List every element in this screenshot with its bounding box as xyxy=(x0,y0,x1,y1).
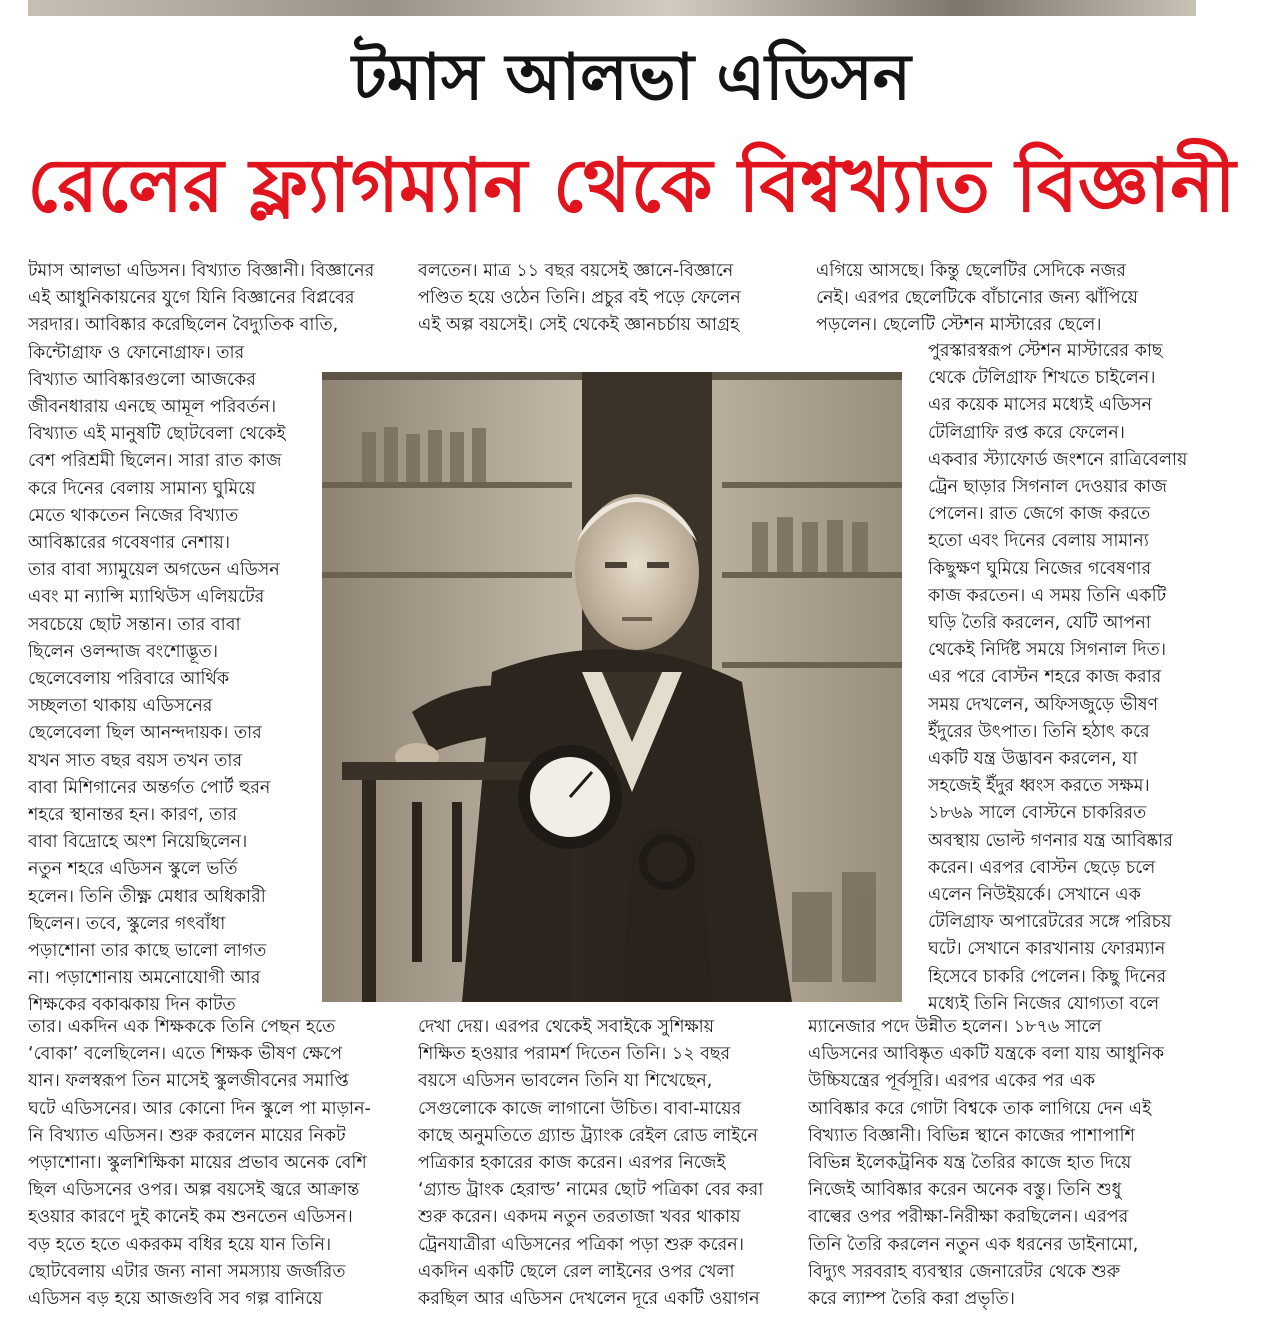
column-3-top-text: এগিয়ে আসছে। কিন্তু ছেলেটির সেদিকে নজর নেই। এরপর ছেলেটিকে বাঁচানোর জন্য ঝাঁপিয়ে পড়লেন। ছেলেটি স্টেশন মাস্টারের ছেলে। xyxy=(816,261,1138,336)
column-2-top-text: বলতেন। মাত্র ১১ বছর বয়সেই জ্ঞানে-বিজ্ঞানে পণ্ডিত হয়ে ওঠেন তিনি। প্রচুর বই পড়ে ফেলেন এই অল্প বয়সেই। সেই থেকেই জ্ঞানচর্চায় আগ্রহ xyxy=(418,261,741,336)
column-3-bottom-text: ম্যানেজার পদে উন্নীত হলেন। ১৮৭৬ সালে এডিসনের আবিষ্কৃত একটি যন্ত্রকে বলা যায় আধুনিক উচ্চিযন্ত্রের পূর্বসূরি। এরপর একের পর এক আবিষ্কার করে গোটা বিশ্বকে তাক লাগিয়ে দেন এই বিখ্যাত বিজ্ঞানী। বিভিন্ন স্থানে কাজের পাশাপাশি বিভিন্ন ইলেকট্রনিক যন্ত্র তৈরির কাজে হাত দিয়ে নিজেই আবিষ্কার করেন অনেক বস্তু। তিনি শুধু বাল্বের ওপর পরীক্ষা-নিরীক্ষা করছিলেন। এরপর তিনি তৈরি করলেন নতুন এক ধরনের ডাইনামো, বিদ্যুৎ সরবরাহ ব্যবস্থার জেনারেটর থেকে শুরু করে ল্যাম্প তৈরি করা প্রভৃতি। xyxy=(808,1017,1165,1310)
article-headline: রেলের ফ্ল্যাগম্যান থেকে বিশ্বখ্যাত বিজ্ঞানী xyxy=(27,143,1236,229)
column-1-text: টমাস আলভা এডিসন। বিখ্যাত বিজ্ঞানী। বিজ্ঞানের এই আধুনিকায়নের যুগে যিনি বিজ্ঞানের বিপ্লবের সরদার। আবিষ্কার করেছিলেন বৈদ্যুতিক বাতি, কিন্টোগ্রাফ ও ফোনোগ্রাফ। তার বিখ্যাত আবিষ্কারগুলো আজকের জীবনধারায় এনছে আমূল পরিবর্তন। বিখ্যাত এই মানুষটি ছোটবেলা থেকেই বেশ পরিশ্রমী ছিলেন। সারা রাত কাজ করে দিনের বেলায় সামান্য ঘুমিয়ে মেতে থাকতেন নিজের বিখ্যাত আবিষ্কারের গবেষণার নেশায়। তার বাবা স্যামুয়েল অগডেন এডিসন এবং মা ন্যান্সি ম্যাথিউস এলিয়টের সবচেয়ে ছোট সন্তান। তার বাবা ছিলেন ওলন্দাজ বংশোদ্ভূত। ছেলেবেলায় পরিবারে আর্থিক সচ্ছলতা থাকায় এডিসনের ছেলেবেলা ছিল আনন্দদায়ক। তার যখন সাত বছর বয়স তখন তার বাবা মিশিগানের অন্তর্গত পোর্ট হুরন শহরে স্থানান্তর হন। কারণ, তার বাবা বিদ্রোহে অংশ নিয়েছিলেন। নতুন শহরে এডিসন স্কুলে ভর্তি হলেন। তিনি তীক্ষ্ণ মেধার অধিকারী ছিলেন। তবে, স্কুলের গৎবাঁধা পড়াশোনা তার কাছে ভালো লাগত না। পড়াশোনায় অমনোযোগী আর শিক্ষকের বকাঝকায় দিন কাটত xyxy=(28,261,375,1016)
column-3-narrow-text: পুরস্কারস্বরূপ স্টেশন মাস্টারের কাছ থেকে টেলিগ্রাফ শিখতে চাইলেন। এর কয়েক মাসের মধ্যেই এডিসন টেলিগ্রাফি রপ্ত করে ফেলেন। একবার স্ট্যাফোর্ড জংশনে রাত্রিবেলায় ট্রেন ছাড়ার সিগনাল দেওয়ার কাজ পেলেন। রাত জেগে কাজ করতে হতো এবং দিনের বেলায় সামান্য কিছুক্ষণ ঘুমিয়ে নিজের গবেষণার কাজ করতেন। এ সময় তিনি একটি ঘড়ি তৈরি করলেন, যেটি আপনা থেকেই নির্দিষ্ট সময়ে সিগনাল দিত। এর পরে বোস্টন শহরে কাজ করার সময় দেখলেন, অফিসজুড়ে ভীষণ ইঁদুরের উৎপাত। তিনি হঠাৎ করে একটি যন্ত্র উদ্ভাবন করলেন, যা সহজেই ইঁদুর ধ্বংস করতে সক্ষম। ১৮৬৯ সালে বোস্টনে চাকরিরত অবস্থায় ভোল্ট গণনার যন্ত্র আবিষ্কার করেন। এরপর বোস্টন ছেড়ে চলে এলেন নিউইয়র্কে। সেখানে এক টেলিগ্রাফ অপারেটরের সঙ্গে পরিচয় ঘটে। সেখানে কারখানায় ফোরম্যান হিসেবে চাকরি পেলেন। কিছু দিনের মধ্যেই তিনি নিজের যোগ্যতা বলে xyxy=(928,341,1188,1014)
edison-portrait-photo xyxy=(322,372,902,1002)
column-1-continued-text: তার। একদিন এক শিক্ষককে তিনি পেছন হতে ‘বোকা’ বলেছিলেন। এতে শিক্ষক ভীষণ ক্ষেপে যান। ফলস্বরূপ তিন মাসেই স্কুলজীবনের সমাপ্তি ঘটে এডিসনের। আর কোনো দিন স্কুলে পা মাড়ান- নি বিখ্যাত এডিসন। শুরু করলেন মায়ের নিকট পড়াশোনা। স্কুলশিক্ষিকা মায়ের প্রভাব অনেক বেশি ছিল এডিসনের ওপর। অল্প বয়সেই জ্বরে আক্রান্ত হওয়ার কারণে দুই কানেই কম শুনতেন এডিসন। বড় হতে হতে একরকম বধির হয়ে যান তিনি। ছোটবেলায় এটার জন্য নানা সমস্যায় জর্জরিত এডিসন বড় হয়ে আজগুবি সব গল্প বানিয়ে xyxy=(28,1017,371,1310)
column-2-bottom-text: দেখা দেয়। এরপর থেকেই সবাইকে সুশিক্ষায় শিক্ষিত হওয়ার পরামর্শ দিতেন তিনি। ১২ বছর বয়সে এডিসন ভাবলেন তিনি যা শিখেছেন, সেগুলোকে কাজে লাগানো উচিত। বাবা-মায়ের কাছে অনুমতিতে গ্র্যান্ড ট্র্যাংক রেইল রোড লাইনে পত্রিকার হকারের কাজ করেন। এরপর নিজেই ‘গ্র্যান্ড ট্রাংক হেরাল্ড’ নামের ছোট পত্রিকা বের করা শুরু করেন। একদম নতুন তরতাজা খবর থাকায় ট্রেনযাত্রীরা এডিসনের পত্রিকা পড়া শুরু করেন। একদিন একটি ছেলে রেল লাইনের ওপর খেলা করছিল আর এডিসন দেখলেন দূরে একটি ওয়াগন xyxy=(418,1017,764,1310)
article-kicker: টমাস আলভা এডিসন xyxy=(352,41,911,115)
top-photo-strip xyxy=(28,0,1196,16)
portrait-illustration xyxy=(322,372,902,1002)
